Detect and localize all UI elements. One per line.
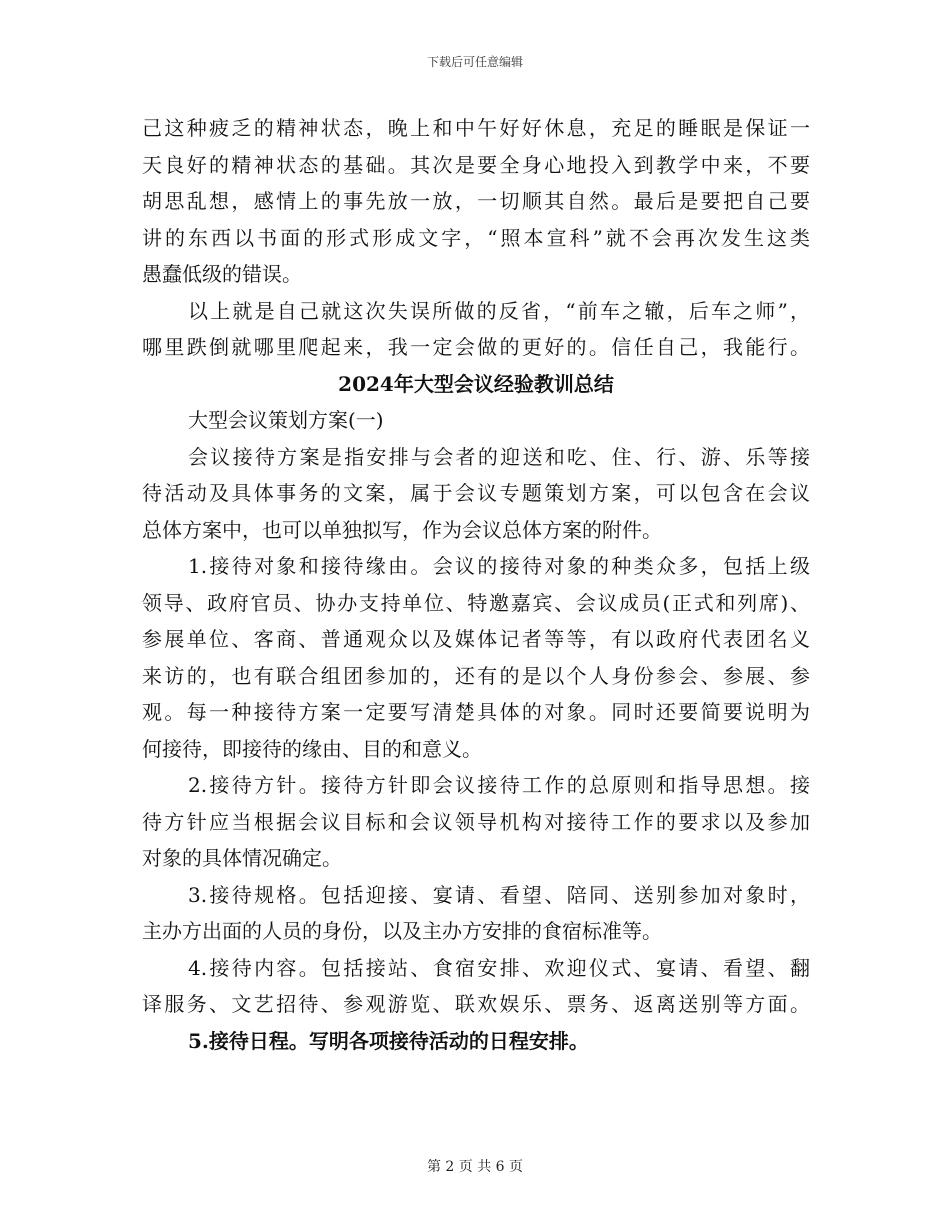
body-line: 观。每一种接待方案一定要写清楚具体的对象。同时还要简要说明为 xyxy=(142,700,810,724)
body-line: 1.接待对象和接待缘由。会议的接待对象的种类众多，包括上级 xyxy=(188,554,810,578)
body-line: 4.接待内容。包括接站、食宿安排、欢迎仪式、宴请、看望、翻 xyxy=(188,955,810,980)
body-line: 讲的东西以书面的形式形成文字，“照本宣科”就不会再次发生这类 xyxy=(142,225,810,250)
body-line: 主办方出面的人员的身份，以及主办方安排的食宿标准等。 xyxy=(142,919,662,943)
body-line: 己这种疲乏的精神状态，晚上和中午好好休息，充足的睡眠是保证一 xyxy=(142,116,810,140)
page-header: 下载后可任意编辑 xyxy=(426,55,523,69)
section-title: 2024年大型会议经验教训总结 xyxy=(338,371,614,396)
body-line: 哪里跌倒就哪里爬起来，我一定会做的更好的。信任自己，我能行。 xyxy=(142,335,810,359)
body-line: 领导、政府官员、协办支持单位、特邀嘉宾、会议成员(正式和列席)、 xyxy=(142,590,810,615)
body-line: 来访的，也有联合组团参加的，还有的是以个人身份参会、参展、参 xyxy=(142,663,810,688)
body-line: 译服务、文艺招待、参观游览、联欢娱乐、票务、返离送别等方面。 xyxy=(142,992,810,1016)
body-line: 以上就是自己就这次失误所做的反省，“前车之辙，后车之师”， xyxy=(188,298,810,323)
body-line: 对象的具体情况确定。 xyxy=(142,846,342,870)
page-number: 第 2 页 共 6 页 xyxy=(426,1159,524,1175)
body-line: 天良好的精神状态的基础。其次是要全身心地投入到教学中来，不要 xyxy=(142,152,810,177)
body-line: 胡思乱想，感情上的事先放一放，一切顺其自然。最后是要把自己要 xyxy=(142,189,810,213)
body-line: 2.接待方针。接待方针即会议接待工作的总原则和指导思想。接 xyxy=(188,773,810,797)
body-line: 总体方案中，也可以单独拟写，作为会议总体方案的附件。 xyxy=(142,517,662,542)
body-line-bold: 5.接待日程。写明各项接待活动的日程安排。 xyxy=(188,1028,589,1053)
body-line: 会议接待方案是指安排与会者的迎送和吃、住、行、游、乐等接 xyxy=(188,444,810,469)
document-body xyxy=(142,110,810,1059)
body-line: 何接待，即接待的缘由、目的和意义。 xyxy=(142,736,482,761)
body-line: 待活动及具体事务的文案，属于会议专题策划方案，可以包含在会议 xyxy=(142,481,810,505)
body-line: 3.接待规格。包括迎接、宴请、看望、陪同、送别参加对象时， xyxy=(188,882,810,907)
body-line: 愚蠢低级的错误。 xyxy=(142,262,302,286)
body-line: 参展单位、客商、普通观众以及媒体记者等等，有以政府代表团名义 xyxy=(142,627,810,651)
body-line: 待方针应当根据会议目标和会议领导机构对接待工作的要求以及参加 xyxy=(142,809,810,834)
subsection-title: 大型会议策划方案(一) xyxy=(188,408,384,432)
